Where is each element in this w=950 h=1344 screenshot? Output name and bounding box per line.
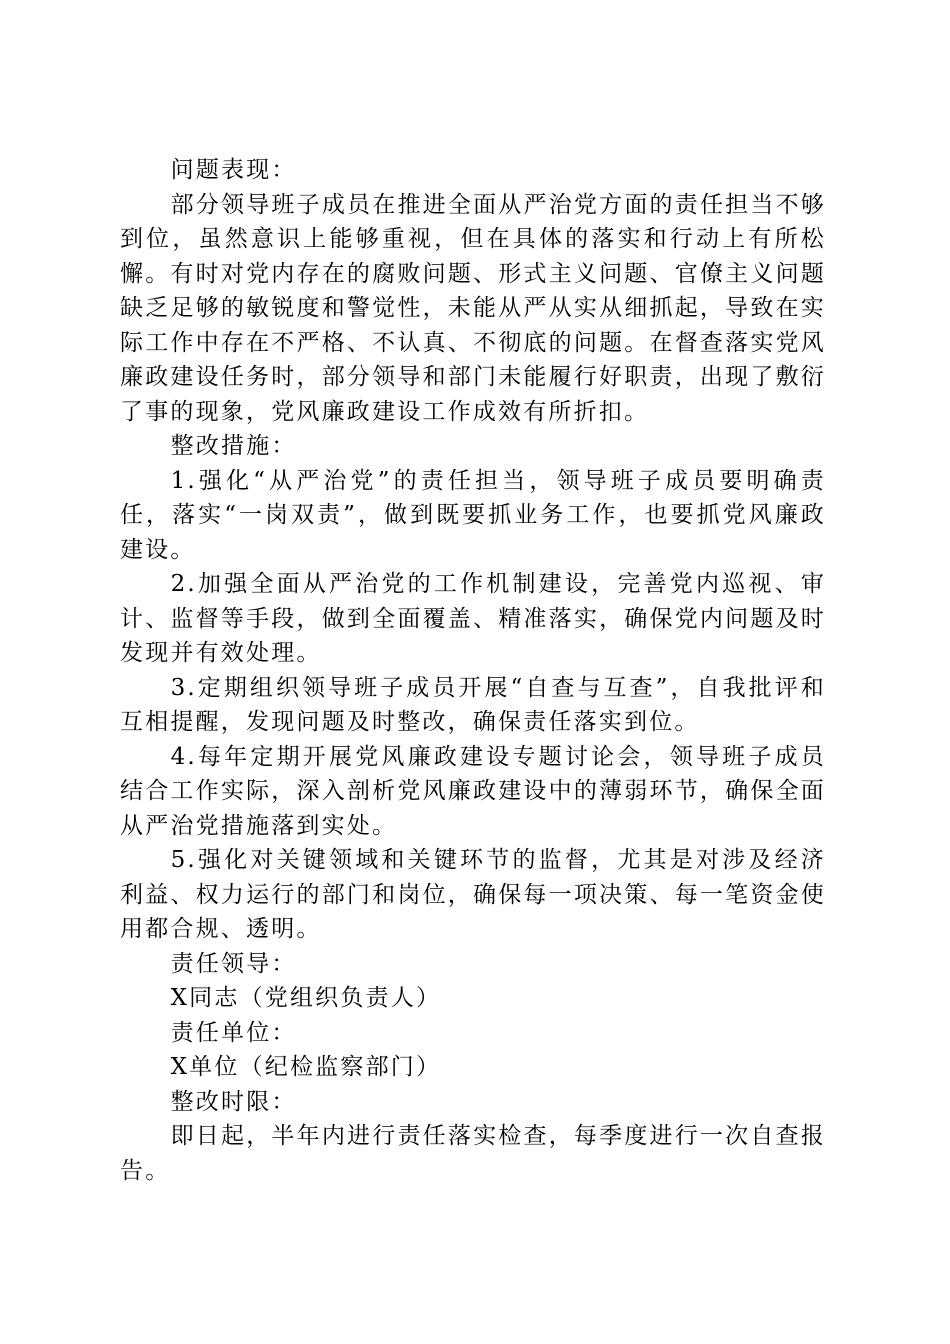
deadline-value: 即日起，半年内进行责任落实检查，每季度进行一次自查报告。 [120, 1123, 826, 1184]
section-heading-measures: 整改措施： [170, 433, 297, 459]
responsible-leader-value: X同志（党组织负责人） [170, 985, 442, 1011]
measure-item-2: 2.加强全面从严治党的工作机制建设，完善党内巡视、审计、监督等手段，做到全面覆盖、精准落实，确保党内问题及时发现并有效处理。 [120, 571, 826, 666]
section-heading-responsible-unit: 责任单位： [170, 1019, 297, 1046]
section-heading-problem: 问题表现： [170, 157, 297, 183]
section-heading-deadline: 整改时限： [170, 1088, 297, 1115]
measure-item-5: 5.强化对关键领域和关键环节的监督，尤其是对涉及经济利益、权力运行的部门和岗位，确保每一项决策、每一笔资金使用都合规、透明。 [120, 847, 826, 942]
problem-description-paragraph: 部分领导班子成员在推进全面从严治党方面的责任担当不够到位，虽然意识上能够重视，但在具体的落实和行动上有所松懈。有时对党内存在的腐败问题、形式主义问题、官僚主义问题缺乏足够的敏锐度和警觉性，未能从严从实从细抓起，导致在实际工作中存在不严格、不认真、不彻底的问题。在督查落实党风廉政建设任务时，部分领导和部门未能履行好职责，出现了敷衍了事的现象，党风廉政建设工作成效有所折扣。 [120, 191, 826, 425]
measure-item-1: 1.强化“从严治党”的责任担当，领导班子成员要明确责任，落实“一岗双责”，做到既要抓业务工作，也要抓党风廉政建设。 [120, 467, 826, 563]
measure-item-3: 3.定期组织领导班子成员开展“自查与互查”，自我批评和互相提醒，发现问题及时整改，确保责任落实到位。 [120, 674, 826, 735]
document-body [120, 153, 826, 1188]
measure-item-4: 4.每年定期开展党风廉政建设专题讨论会，领导班子成员结合工作实际，深入剖析党风廉政建设中的薄弱环节，确保全面从严治党措施落到实处。 [120, 743, 826, 839]
section-heading-responsible-leader: 责任领导： [170, 950, 297, 977]
responsible-unit-value: X单位（纪检监察部门） [170, 1054, 442, 1080]
